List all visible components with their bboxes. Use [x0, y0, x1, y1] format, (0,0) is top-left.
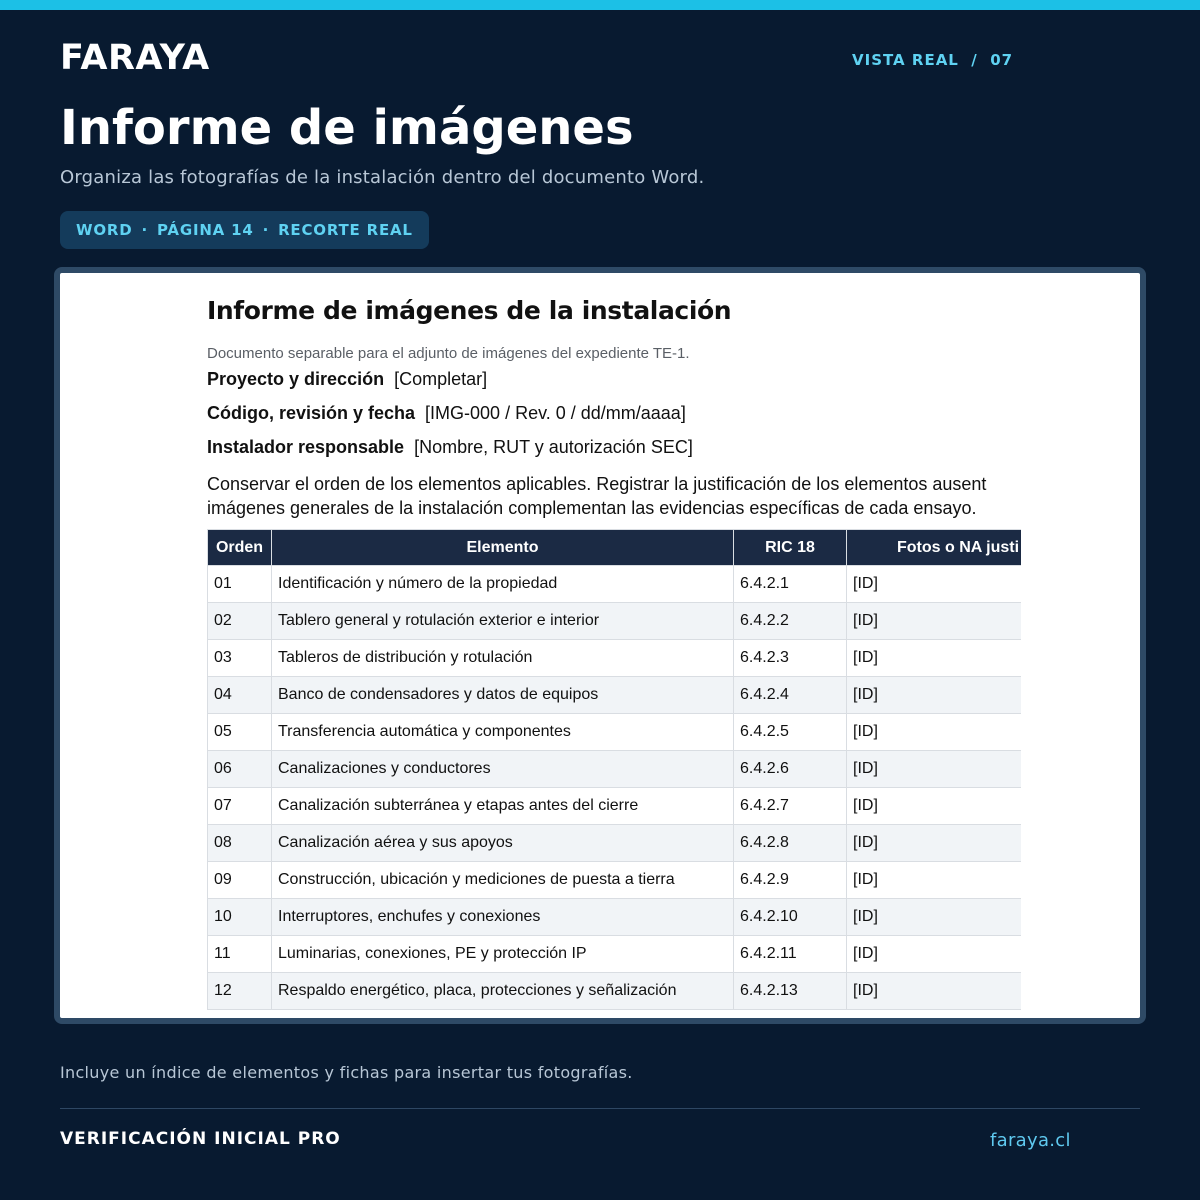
table-row [208, 566, 1022, 603]
cell-element: Respaldo energético, placa, protecciones y señalización [272, 973, 734, 1010]
cell-photo-id[interactable]: [ID] [847, 825, 1022, 862]
cell-ric: 6.4.2.4 [734, 677, 847, 714]
cell-ric: 6.4.2.2 [734, 603, 847, 640]
field-value: [Nombre, RUT y autorización SEC] [414, 437, 693, 457]
page-subtitle: Organiza las fotografías de la instalación dentro del documento Word. [60, 167, 705, 188]
column-header-ric: RIC 18 [734, 530, 847, 566]
paragraph-line: Conservar el orden de los elementos aplicables. Registrar la justificación de los elementos ausent [207, 474, 987, 494]
cell-photo-id[interactable]: [ID] [847, 788, 1022, 825]
field-label: Instalador responsable [207, 437, 405, 457]
table-row [208, 714, 1022, 751]
cell-ric: 6.4.2.10 [734, 899, 847, 936]
table-row [208, 677, 1022, 714]
cell-ric: 6.4.2.5 [734, 714, 847, 751]
field-code [207, 403, 686, 424]
table-row [208, 788, 1022, 825]
document-subtitle: Documento separable para el adjunto de imágenes del expediente TE-1. [207, 345, 690, 362]
document-preview [54, 267, 1146, 1024]
column-header-element: Elemento [272, 530, 734, 566]
cell-ric: 6.4.2.6 [734, 751, 847, 788]
cell-photo-id[interactable]: [ID] [847, 714, 1022, 751]
field-label: Código, revisión y fecha [207, 403, 416, 423]
cell-element: Transferencia automática y componentes [272, 714, 734, 751]
elements-table [207, 529, 1021, 1010]
source-badge [60, 211, 429, 249]
cell-ric: 6.4.2.8 [734, 825, 847, 862]
field-value: [IMG-000 / Rev. 0 / dd/mm/aaaa] [425, 403, 686, 423]
cell-photo-id[interactable]: [ID] [847, 973, 1022, 1010]
cell-photo-id[interactable]: [ID] [847, 603, 1022, 640]
cell-photo-id[interactable]: [ID] [847, 751, 1022, 788]
column-header-order: Orden [208, 530, 272, 566]
cell-element: Canalizaciones y conductores [272, 751, 734, 788]
cell-element: Tablero general y rotulación exterior e interior [272, 603, 734, 640]
cell-photo-id[interactable]: [ID] [847, 899, 1022, 936]
cell-photo-id[interactable]: [ID] [847, 862, 1022, 899]
badge-page: PÁGINA 14 [157, 221, 254, 239]
field-installer [207, 437, 693, 458]
cell-order: 06 [208, 751, 272, 788]
cell-ric: 6.4.2.13 [734, 973, 847, 1010]
document-page [207, 273, 1021, 1018]
field-project [207, 369, 487, 390]
table-row [208, 603, 1022, 640]
table-header-row [208, 530, 1022, 566]
table-row [208, 751, 1022, 788]
table-row [208, 825, 1022, 862]
paragraph-line: imágenes generales de la instalación complementan las evidencias específicas de cada ensayo. [207, 498, 977, 518]
cell-ric: 6.4.2.3 [734, 640, 847, 677]
cell-order: 05 [208, 714, 272, 751]
brand-logo: FARAYA [60, 38, 210, 78]
cell-order: 02 [208, 603, 272, 640]
table-row [208, 640, 1022, 677]
cell-ric: 6.4.2.11 [734, 936, 847, 973]
table-row [208, 973, 1022, 1010]
cell-order: 10 [208, 899, 272, 936]
slide-meta: VISTA REAL / 07 [852, 51, 1014, 69]
cell-element: Banco de condensadores y datos de equipos [272, 677, 734, 714]
cell-element: Canalización aérea y sus apoyos [272, 825, 734, 862]
cell-ric: 6.4.2.9 [734, 862, 847, 899]
cell-order: 01 [208, 566, 272, 603]
accent-top-bar [0, 0, 1200, 10]
cell-photo-id[interactable]: [ID] [847, 566, 1022, 603]
field-label: Proyecto y dirección [207, 369, 385, 389]
cell-order: 12 [208, 973, 272, 1010]
cell-order: 11 [208, 936, 272, 973]
badge-separator: · [262, 221, 270, 239]
document-title: Informe de imágenes de la instalación [207, 296, 732, 325]
badge-crop: RECORTE REAL [278, 221, 413, 239]
cell-order: 08 [208, 825, 272, 862]
footer-divider [60, 1108, 1140, 1109]
table-row [208, 862, 1022, 899]
cell-photo-id[interactable]: [ID] [847, 936, 1022, 973]
cell-photo-id[interactable]: [ID] [847, 640, 1022, 677]
cell-order: 07 [208, 788, 272, 825]
column-header-photos: Fotos o NA justi [847, 530, 1022, 566]
footer-note: Incluye un índice de elementos y fichas para insertar tus fotografías. [60, 1063, 633, 1082]
cell-order: 04 [208, 677, 272, 714]
badge-app: WORD [76, 221, 133, 239]
table-row [208, 936, 1022, 973]
field-value: [Completar] [394, 369, 488, 389]
cell-element: Tableros de distribución y rotulación [272, 640, 734, 677]
cell-order: 09 [208, 862, 272, 899]
product-name: VERIFICACIÓN INICIAL PRO [60, 1129, 341, 1149]
cell-element: Construcción, ubicación y mediciones de puesta a tierra [272, 862, 734, 899]
cell-element: Interruptores, enchufes y conexiones [272, 899, 734, 936]
table-row [208, 899, 1022, 936]
badge-separator: · [141, 221, 148, 239]
cell-element: Canalización subterránea y etapas antes del cierre [272, 788, 734, 825]
cell-ric: 6.4.2.7 [734, 788, 847, 825]
cell-order: 03 [208, 640, 272, 677]
cell-ric: 6.4.2.1 [734, 566, 847, 603]
website-link[interactable]: faraya.cl [990, 1130, 1071, 1151]
cell-photo-id[interactable]: [ID] [847, 677, 1022, 714]
cell-element: Identificación y número de la propiedad [272, 566, 734, 603]
instructions-paragraph [207, 472, 1021, 520]
page-title: Informe de imágenes [60, 100, 634, 156]
cell-element: Luminarias, conexiones, PE y protección IP [272, 936, 734, 973]
